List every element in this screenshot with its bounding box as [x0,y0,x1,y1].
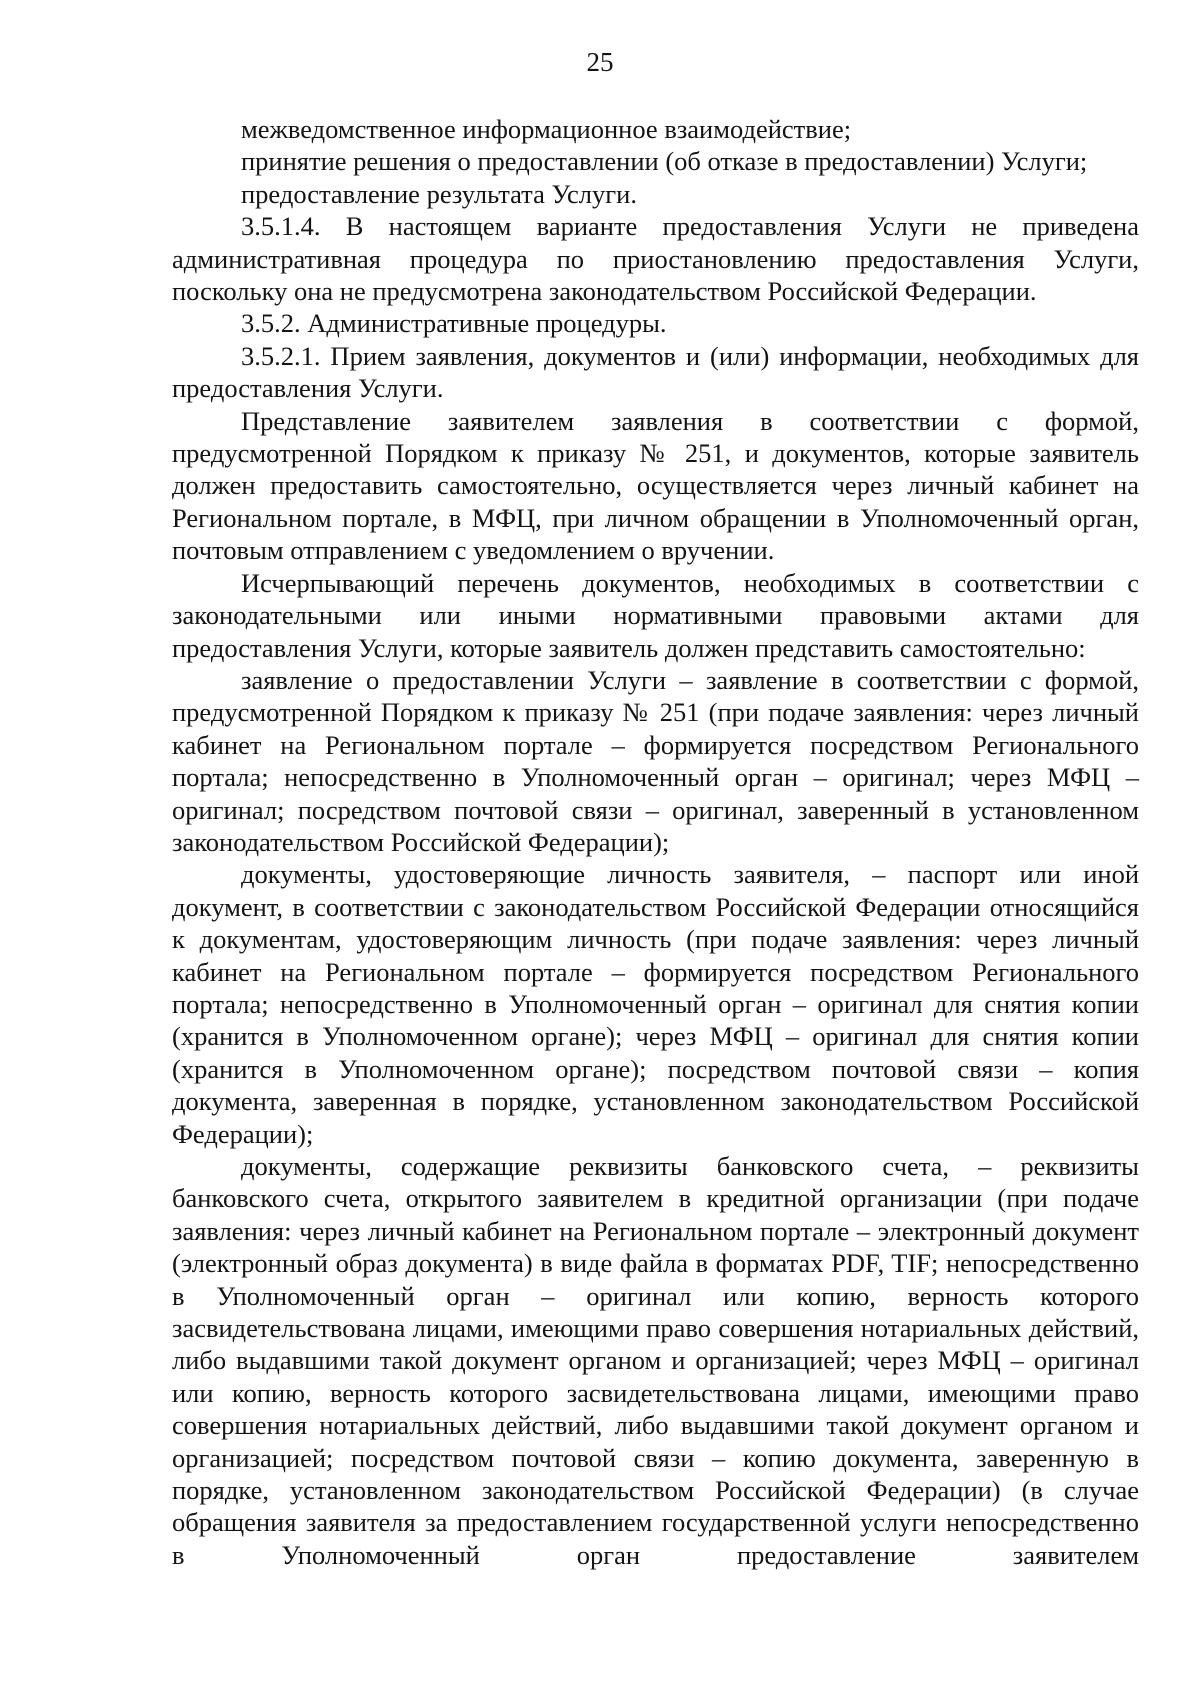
paragraph-3-5-2: 3.5.2. Административные процедуры. [241,308,667,339]
page-number: 25 [586,47,614,77]
paragraph-interdepartmental-interaction: межведомственное информационное взаимодействие; [241,114,852,144]
paragraph-decision-making: принятие решения о предоставлении (об отказе в предоставлении) Услуги; [241,146,1088,177]
paragraph-3-5-1-4: 3.5.1.4. В настоящем варианте предоставления Услуги не приведена административная процедура по приостановлению предоставления Услуги, поскольку она не предусмотрена законодательством Российской Федерации. [172,211,1139,307]
paragraph-identity-documents: документы, удостоверяющие личность заявителя, – паспорт или иной документ, в соответствии с законодательством Российской Федерации относящийся к документам, удостоверяющим личность (при подаче заявления: через личный кабинет на Региональном портале – формируется посредством Регионального портала; непосредственно в Уполномоченный орган – оригинал для снятия копии (хранится в Уполномоченном органе); через МФЦ – оригинал для снятия копии (хранится в Уполномоченном органе); посредством почтовой связи – копия документа, заверенная в порядке, установленном законодательством Российской Федерации); [172,859,1139,1149]
paragraph-application-form: заявление о предоставлении Услуги – заявление в соответствии с формой, предусмотренной Порядком к приказу № 251 (при подаче заявления: через личный кабинет на Региональном портале – формируется посредством Регионального портала; непосредственно в Уполномоченный орган – оригинал; через МФЦ – оригинал; посредством почтовой связи – оригинал, заверенный в установленном законодательством Российской Федерации); [172,664,1139,857]
paragraph-document-list-intro: Исчерпывающий перечень документов, необходимых в соответствии с законодательными или иными нормативными правовыми актами для предоставления Услуги, которые заявитель должен представить самостоятельно: [172,567,1139,663]
paragraph-3-5-2-1: 3.5.2.1. Прием заявления, документов и (или) информации, необходимых для предоставления Услуги. [172,340,1139,404]
paragraph-application-submission: Представление заявителем заявления в соответствии с формой, предусмотренной Порядком к приказу № 251, и документов, которые заявитель должен предоставить самостоятельно, осуществляется через личный кабинет на Региональном портале, в МФЦ, при личном обращении в Уполномоченный орган, почтовым отправлением с уведомлением о вручении. [172,405,1139,566]
document-body [172,113,1139,1571]
paragraph-bank-details: документы, содержащие реквизиты банковского счета, – реквизиты банковского счета, открытого заявителем в кредитной организации (при подаче заявления: через личный кабинет на Региональном портале – электронный документ (электронный образ документа) в виде файла в форматах PDF, TIF; непосредственно в Уполномоченный орган – оригинал или копию, верность которого засвидетельствована лицами, имеющими право совершения нотариальных действий, либо выдавшими такой документ органом и организацией; через МФЦ – оригинал или копию, верность которого засвидетельствована лицами, имеющими право совершения нотариальных действий, либо выдавшими такой документ органом и организацией; посредством почтовой связи – копию документа, заверенную в порядке, установленном законодательством Российской Федерации) (в случае обращения заявителя за предоставлением государственной услуги непосредственно в Уполномоченный орган предоставление заявителем [172,1151,1139,1570]
paragraph-result-provision: предоставление результата Услуги. [241,178,637,209]
